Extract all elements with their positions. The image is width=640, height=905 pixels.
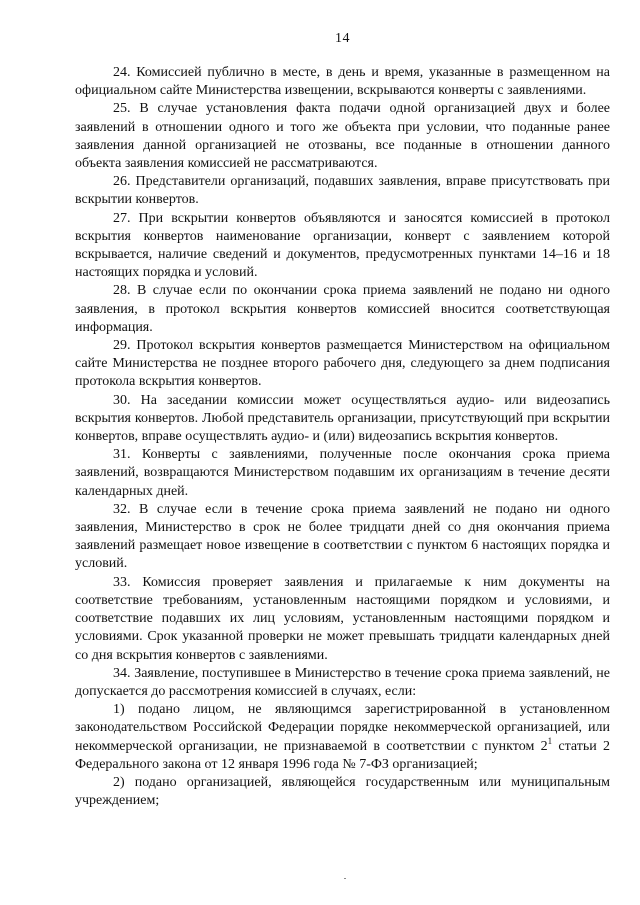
subitem-1-text-before: 1) подано лицом, не являющимся зарегистрированной в установленном законодательством Российской Федерации порядке некоммерческой организацией, или некоммерческой организации, не признаваемой в соответствии с пунктом 2 <box>75 702 610 754</box>
paragraph-25: 25. В случае установления факта подачи одной организацией двух и более заявлений в отношении одного и того же объекта при условии, что поданные ранее заявления данной организацией не отозваны, все поданные в отношении данного объекта заявления комиссией не рассматриваются. <box>75 101 610 172</box>
document-body <box>75 64 610 810</box>
subitem-1-text-after: статьи 2 Федерального закона от 12 января 1996 года № 7-ФЗ организацией; <box>75 738 610 772</box>
paragraph-28: 28. В случае если по окончании срока приема заявлений не подано ни одного заявления, в протокол вскрытия конвертов комиссией вносится соответствующая информация. <box>75 283 610 335</box>
paragraph-31: 31. Конверты с заявлениями, полученные после окончания срока приема заявлений, возвращаются Министерством подавшим их организациям в течение десяти календарных дней. <box>75 447 610 499</box>
page-number: 14 <box>335 31 350 46</box>
paragraph-32: 32. В случае если в течение срока приема заявлений не подано ни одного заявления, Министерство в срок не более тридцати дней со дня окончания приема заявлений размещает новое извещение в соответствии с пунктом 6 настоящих порядка и условий. <box>75 501 610 572</box>
scan-speck <box>344 878 346 879</box>
subitem-1 <box>75 701 610 774</box>
paragraph-34: 34. Заявление, поступившее в Министерство в течение срока приема заявлений, не допускается до рассмотрения комиссией в случаях, если: <box>75 665 610 699</box>
paragraph-33: 33. Комиссия проверяет заявления и прилагаемые к ним документы на соответствие требованиям, установленным настоящими порядком и условиями, и соответствие подавших их лиц условиям, установленным настоящими порядком и условиями. Срок указанной проверки не может превышать тридцати календарных дней со дня вскрытия конвертов с заявлениями. <box>75 574 610 663</box>
subitem-2: 2) подано организацией, являющейся государственным или муниципальным учреждением; <box>75 774 610 809</box>
paragraph-30: 30. На заседании комиссии может осуществляться аудио- или видеозапись вскрытия конвертов. Любой представитель организации, присутствующий при вскрытии конвертов, вправе осуществлять аудио- и (или) видеозапись вскрытия конвертов. <box>75 392 610 445</box>
paragraph-26: 26. Представители организаций, подавших заявления, вправе присутствовать при вскрытии конвертов. <box>75 174 610 208</box>
subitem-1-superscript: 1 <box>547 735 553 746</box>
paragraph-24: 24. Комиссией публично в месте, в день и время, указанные в размещенном на официальном сайте Министерства извещении, вскрываются конверты с заявлениями. <box>75 65 610 99</box>
paragraph-29: 29. Протокол вскрытия конвертов размещается Министерством на официальном сайте Министерства не позднее второго рабочего дня, следующего за днем подписания протокола вскрытия конвертов. <box>75 338 610 390</box>
paragraph-27: 27. При вскрытии конвертов объявляются и заносятся комиссией в протокол вскрытия конвертов наименование организации, конверт с заявлением которой вскрывается, наличие сведений и документов, предусмотренных пунктами 14–16 и 18 настоящих порядка и условий. <box>75 210 610 281</box>
